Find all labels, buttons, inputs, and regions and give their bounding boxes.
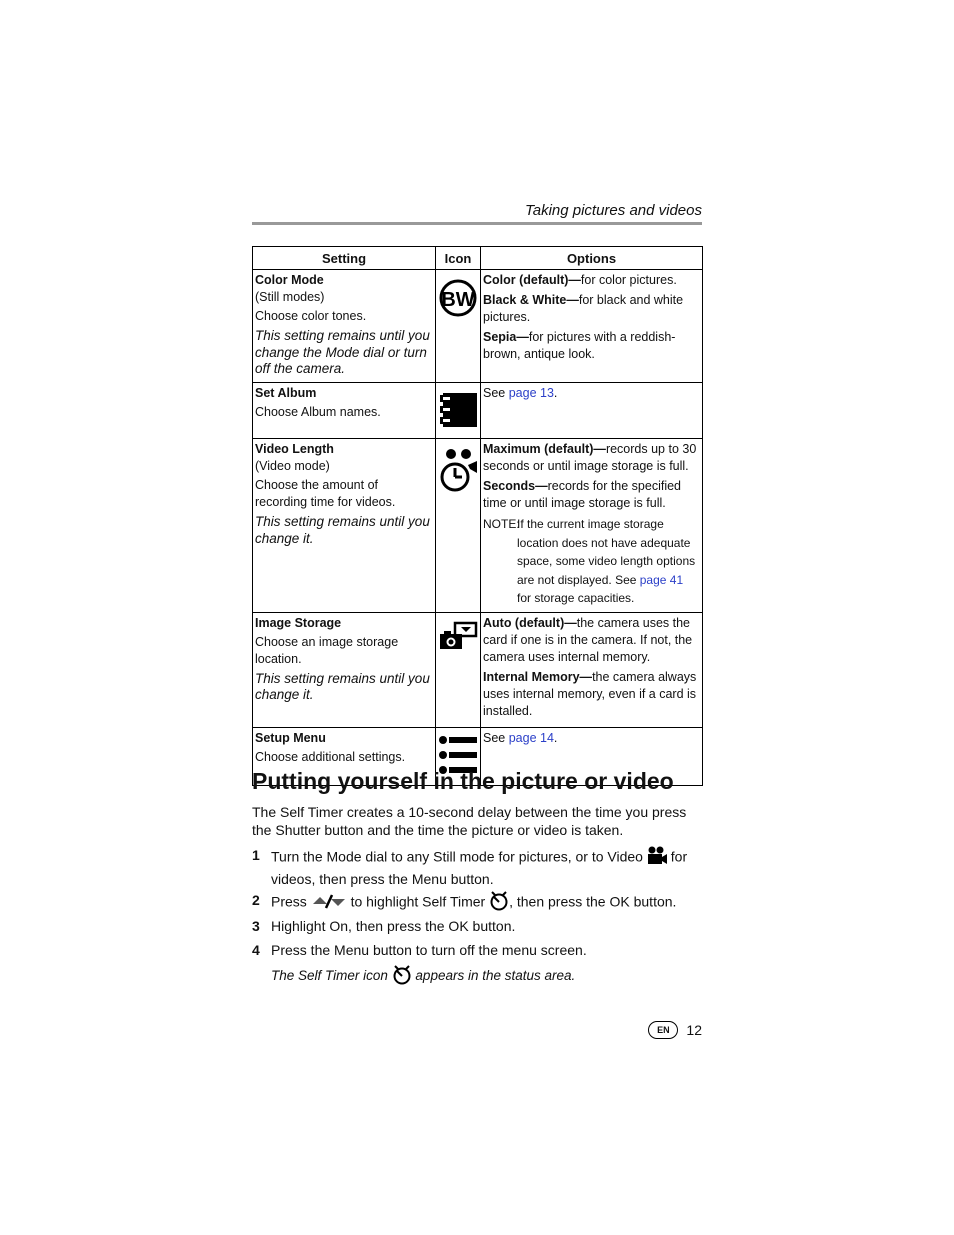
setting-name: Video Length (255, 442, 334, 456)
step-item (252, 846, 707, 888)
setting-desc: Choose color tones. (255, 309, 367, 323)
table-row (253, 383, 703, 439)
setting-name: Image Storage (255, 615, 342, 630)
header-setting: Setting (253, 247, 436, 270)
option-item: Auto (default)—the camera uses the card if one is in the camera. If not, the camera uses internal memory. (483, 615, 693, 664)
icon-cell (436, 612, 481, 727)
option-item: Sepia—for pictures with a reddish-brown, antique look. (483, 330, 676, 361)
image-storage-icon (438, 621, 478, 656)
setting-name: Set Album (255, 386, 317, 400)
svg-text:BW: BW (441, 289, 475, 311)
options-cell (481, 383, 703, 439)
step-text: Highlight On, then press the OK button. (271, 918, 516, 934)
setting-name: Setup Menu (255, 730, 326, 745)
page-link[interactable]: page 14 (508, 730, 554, 745)
see-reference: See page 13. (483, 386, 558, 400)
setting-desc: Choose the amount of recording time for videos. (255, 478, 396, 509)
setting-desc: Choose Album names. (255, 405, 381, 419)
self-timer-icon (489, 891, 509, 915)
step-item (252, 917, 707, 935)
icon-cell (436, 270, 481, 383)
setting-cell (253, 612, 436, 727)
up-down-arrow-icon (311, 893, 347, 913)
step-item (252, 941, 707, 959)
language-badge: EN (648, 1021, 678, 1039)
step-number: 3 (252, 918, 260, 934)
step-result: The Self Timer icon appears in the status area. (271, 965, 575, 988)
setting-desc: Choose additional settings. (255, 749, 406, 764)
options-cell (481, 612, 703, 727)
setting-name: Color Mode (255, 273, 324, 287)
table-row (253, 270, 703, 383)
table-header-row (253, 247, 703, 270)
step-text: Press the Menu button to turn off the menu screen. (271, 942, 587, 958)
running-header: Taking pictures and videos (524, 202, 702, 219)
icon-cell (436, 439, 481, 613)
options-cell (481, 270, 703, 383)
video-icon (647, 846, 667, 870)
option-item: Black & White—for black and white pictures. (483, 293, 684, 324)
option-item: Internal Memory—the camera always uses internal memory, even if a card is installed. (483, 669, 697, 718)
setting-note: This setting remains until you change it. (255, 514, 430, 546)
setting-cell (253, 439, 436, 613)
self-timer-icon (392, 965, 412, 988)
setting-desc: Choose an image storage location. (255, 634, 399, 666)
step-number: 2 (252, 892, 260, 908)
setting-cell (253, 383, 436, 439)
options-cell (481, 439, 703, 613)
option-item: Seconds—records for the specified time or until image storage is full. (483, 479, 682, 510)
step-number: 1 (252, 847, 260, 863)
setting-mode: (Video mode) (255, 459, 330, 473)
setting-mode: (Still modes) (255, 290, 325, 304)
header-icon: Icon (436, 247, 481, 270)
step-text: Press to highlight Self Timer , then press the OK button. (271, 891, 676, 915)
page-link[interactable]: page 41 (639, 572, 684, 587)
page-link[interactable]: page 13 (508, 386, 554, 400)
step-item (252, 891, 707, 915)
settings-table (252, 246, 703, 786)
option-item: Color (default)—for color pictures. (483, 273, 677, 287)
page-number: 12 (686, 1022, 702, 1038)
bw-icon (439, 278, 477, 323)
note-label: NOTE: (483, 517, 520, 531)
icon-cell (436, 383, 481, 439)
table-row (253, 612, 703, 727)
note-text: If the current image storage location does not have adequate space, some video length options are not displayed. See page 41 for storage capacities. (517, 517, 696, 605)
setting-note: This setting remains until you change the Mode dial or turn off the camera. (255, 328, 430, 376)
table-row (253, 439, 703, 613)
setting-note: This setting remains until you change it. (255, 670, 430, 702)
setting-cell (253, 270, 436, 383)
page-footer (648, 1021, 702, 1039)
step-text: Turn the Mode dial to any Still mode for pictures, or to Video for videos, then press the Menu button. (271, 846, 707, 888)
video-length-icon (439, 447, 477, 498)
header-options: Options (481, 247, 703, 270)
header-rule (252, 222, 702, 225)
album-icon (439, 391, 477, 434)
intro-paragraph: The Self Timer creates a 10-second delay between the time you press the Shutter button and the time the picture or video is taken. (252, 804, 687, 838)
see-reference: See page 14. (483, 730, 558, 745)
step-number: 4 (252, 942, 260, 958)
section-title: Putting yourself in the picture or video (252, 768, 674, 794)
option-note (483, 515, 700, 608)
option-item: Maximum (default)—records up to 30 seconds or until image storage is full. (483, 442, 697, 473)
